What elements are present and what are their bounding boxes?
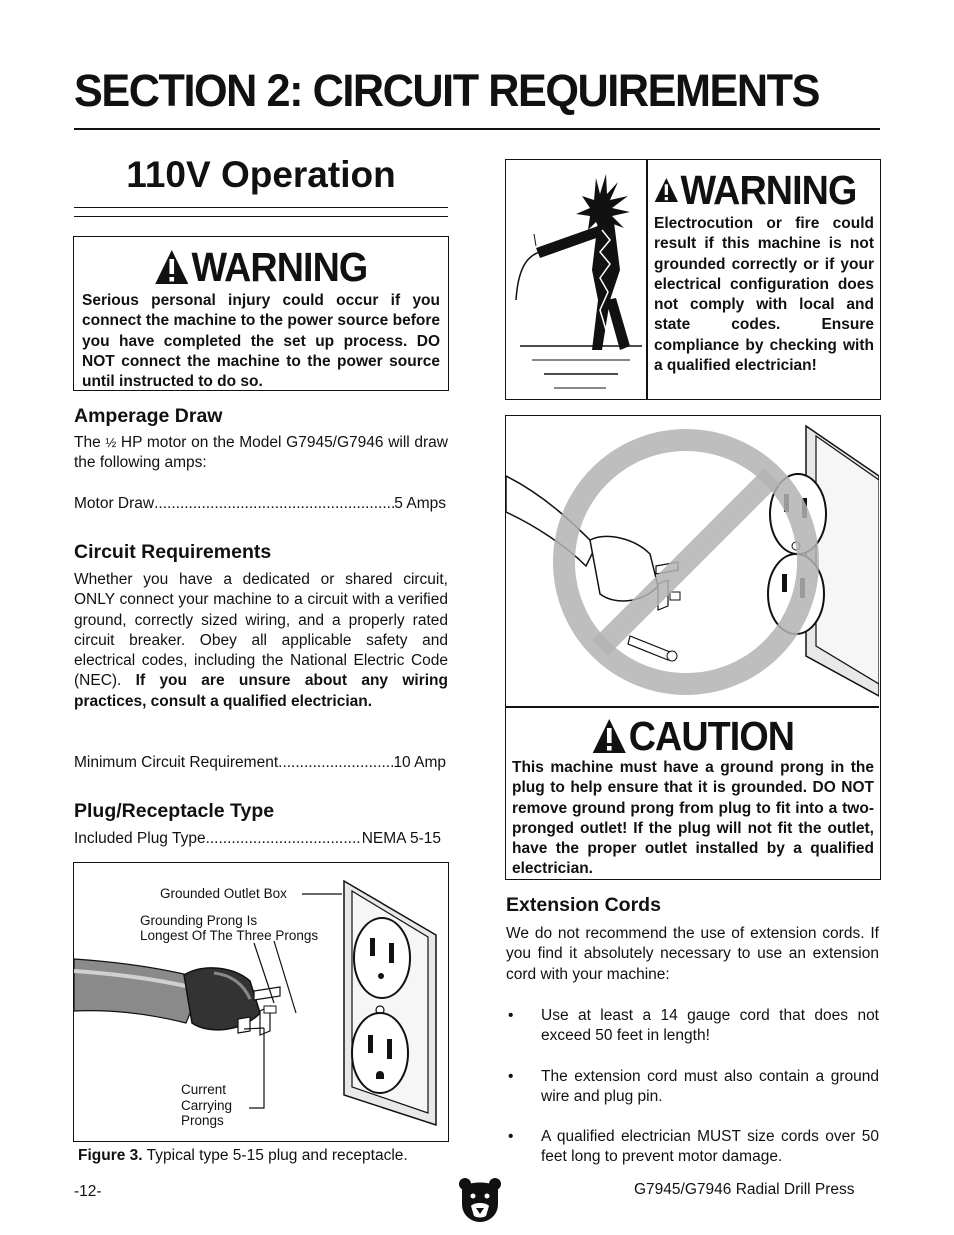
- warning-triangle-icon: [654, 172, 679, 208]
- amperage-intro-post: HP motor on the Model G7945/G7946 will draw the following amps:: [74, 434, 448, 472]
- motor-draw-value: 5 Amps: [394, 495, 446, 512]
- no-two-prong-illustration: [506, 416, 879, 706]
- callout-current-line-2: Carrying: [181, 1097, 233, 1113]
- caution-divider: [506, 706, 879, 708]
- circuit-text-bold: If you are unsure about any wiring practices, consult a qualified electrician.: [74, 672, 448, 710]
- bullet-mark: •: [508, 1007, 514, 1024]
- min-circuit-label: Minimum Circuit Requirement: [74, 754, 279, 771]
- warning-box-left: [73, 236, 449, 391]
- plug-heading: Plug/Receptacle Type: [74, 800, 275, 822]
- extension-heading: Extension Cords: [506, 894, 661, 916]
- amperage-intro: [74, 433, 448, 474]
- extension-intro: We do not recommend the use of extension cords. If you find it absolutely necessary to use an extension cord with your machine:: [506, 925, 879, 983]
- leader-dots: [154, 494, 394, 514]
- warning-text-right: Electrocution or fire could result if this machine is not grounded correctly or if your electrical configuration does not comply with local and state codes. Ensure compliance by checking with a qualified electrician!: [654, 215, 874, 375]
- motor-draw-label: Motor Draw: [74, 495, 155, 512]
- warning-header-right: [654, 168, 856, 212]
- title-rule: [74, 128, 880, 130]
- caution-header: [526, 714, 859, 758]
- list-item: [506, 1006, 879, 1047]
- caution-text: This machine must have a ground prong in the plug to help ensure that it is grounded. DO NOT remove ground prong from plug to fit into a two-pronged outlet! If the plug will not fit the outlet, have the proper outlet installed by a qualified electrician.: [512, 759, 874, 878]
- caution-triangle-icon: [592, 718, 627, 754]
- callout-prong-line-2: Longest Of The Three Prongs: [140, 928, 319, 943]
- figure-3-box: [73, 862, 449, 1142]
- page-number: -12-: [74, 1183, 102, 1200]
- double-rule-top: [74, 207, 448, 208]
- included-plug-label: Included Plug Type: [74, 830, 206, 847]
- amperage-heading: Amperage Draw: [74, 405, 223, 427]
- caution-box: [505, 415, 881, 880]
- double-rule-bottom: [74, 216, 448, 217]
- circuit-heading: Circuit Requirements: [74, 541, 272, 563]
- caution-label: CAUTION: [628, 713, 795, 759]
- circuit-text: [74, 570, 448, 712]
- caption-label: Figure 3.: [78, 1147, 143, 1164]
- included-plug-value: NEMA 5-15: [361, 830, 441, 847]
- warning-text: Serious personal injury could occur if you connect the machine to the power source before you have completed the set up process. DO NOT connect the machine to the power source until instructed to do so.: [82, 292, 440, 391]
- list-item: [506, 1127, 879, 1168]
- callout-current-prongs: [181, 1082, 232, 1129]
- warning-triangle-icon: [155, 249, 190, 285]
- caption-text: Typical type 5-15 plug and receptacle.: [142, 1147, 408, 1164]
- callout-outlet-box: Grounded Outlet Box: [160, 886, 287, 901]
- bullet-mark: •: [508, 1128, 514, 1146]
- fraction-half: ½: [105, 435, 117, 450]
- list-item: [506, 1067, 879, 1108]
- section-title: SECTION 2: CIRCUIT REQUIREMENTS: [74, 65, 820, 116]
- warning-label: WARNING: [191, 244, 368, 290]
- bullet-text: The extension cord must also contain a ground wire and plug pin.: [541, 1067, 879, 1105]
- warning-divider: [646, 160, 648, 399]
- operation-title: 110V Operation: [126, 154, 396, 195]
- callout-grounding-prong: [140, 913, 318, 943]
- callout-current-line-1: Current: [181, 1082, 227, 1097]
- electrocution-icon: [506, 160, 646, 399]
- bear-logo-icon: [458, 1176, 502, 1224]
- motor-draw-row: [74, 494, 446, 514]
- callout-current-line-3: Prongs: [181, 1113, 224, 1128]
- min-circuit-row: [74, 753, 446, 773]
- min-circuit-value: 10 Amp: [393, 754, 446, 771]
- included-plug-row: [74, 829, 441, 849]
- leader-dots: [278, 753, 393, 773]
- warning-label: WARNING: [680, 167, 857, 213]
- bullet-text: Use at least a 14 gauge cord that does not exceed 50 feet in length!: [541, 1007, 879, 1045]
- callout-prong-line-1: Grounding Prong Is: [140, 913, 258, 928]
- amperage-intro-pre: The: [74, 434, 106, 451]
- figure-3-caption: [78, 1147, 408, 1165]
- bullet-text: A qualified electrician MUST size cords over 50 feet long to prevent motor damage.: [541, 1128, 879, 1166]
- extension-bullet-list: [506, 1006, 879, 1168]
- warning-header: [89, 245, 433, 289]
- bullet-mark: •: [508, 1067, 514, 1085]
- model-footer: G7945/G7946 Radial Drill Press: [634, 1181, 855, 1198]
- warning-box-right: [505, 159, 881, 400]
- plug-receptacle-illustration: [74, 863, 447, 1140]
- circuit-text-plain: Whether you have a dedicated or shared circuit, ONLY connect your machine to a circuit with a verified ground, correctly sized wiring, and a properly rated circuit breaker. Obey all applicable safety and electrical codes, including the National Electric Code (NEC).: [74, 571, 448, 690]
- leader-dots: [206, 829, 362, 849]
